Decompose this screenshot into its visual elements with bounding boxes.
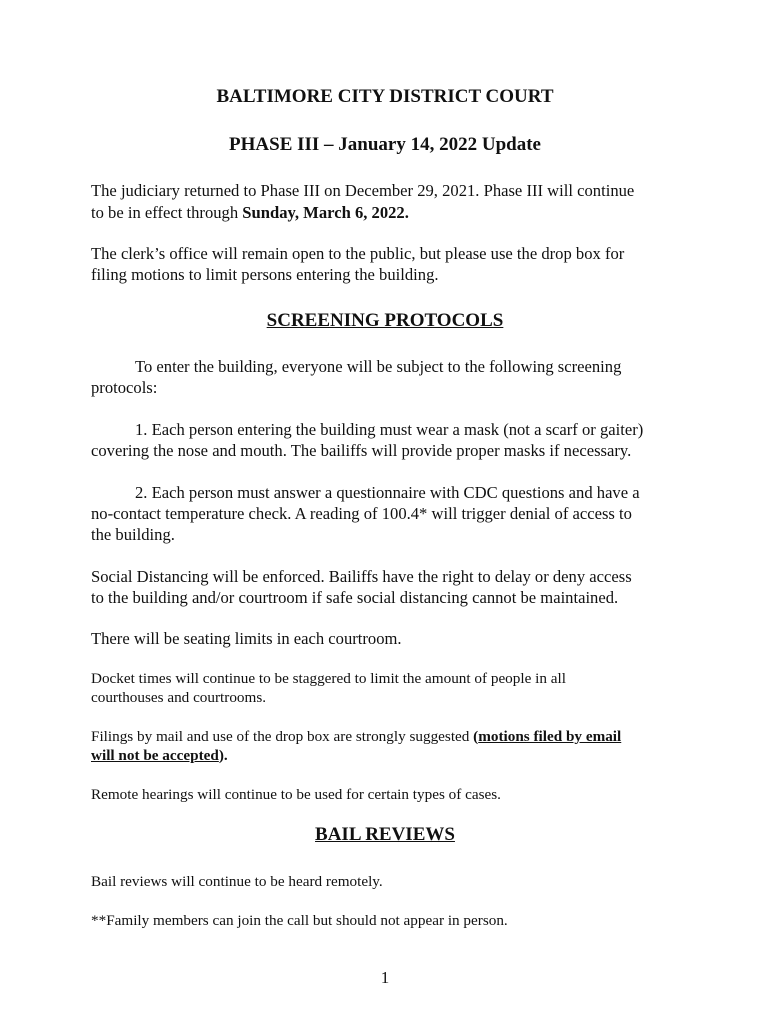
docket-line-2: courthouses and courtrooms. [91,689,267,706]
document-title: BALTIMORE CITY DISTRICT COURT [216,86,554,107]
filings-text: Filings by mail and use of the drop box are strongly suggested [91,728,474,745]
filings-email-warning-part-1: motions filed by email [478,728,622,745]
item-2-line-2: no-contact temperature check. A reading of 100.4* will trigger denial of access to [91,504,632,523]
seating-text: There will be seating limits in each courtroom. [91,629,402,648]
intro-end-date: Sunday, March 6, 2022. [242,203,409,222]
item-1-line-1: 1. Each person entering the building must wear a mask (not a scarf or gaiter) [135,420,644,439]
filings-paren-close: ). [218,747,228,764]
bail-reviews-text: Bail reviews will continue to be heard remotely. [91,873,383,890]
clerk-line-1: The clerk’s office will remain open to the public, but please use the drop box for [91,244,625,263]
filings-line-1 [91,727,621,747]
screening-intro-line-1: To enter the building, everyone will be subject to the following screening [135,357,622,376]
filings-line-2 [91,746,228,766]
item-1-line-2: covering the nose and mouth. The bailiffs will provide proper masks if necessary. [91,441,632,460]
bail-reviews-heading: BAIL REVIEWS [315,824,455,845]
clerk-line-2: filing motions to limit persons entering the building. [91,265,439,284]
document-subtitle: PHASE III – January 14, 2022 Update [229,134,541,155]
screening-heading: SCREENING PROTOCOLS [266,310,504,331]
family-members-note: **Family members can join the call but should not appear in person. [91,912,508,929]
item-2-line-1: 2. Each person must answer a questionnaire with CDC questions and have a [135,483,640,502]
screening-intro-line-2: protocols: [91,378,158,397]
remote-hearings-text: Remote hearings will continue to be used for certain types of cases. [91,786,501,803]
intro-line-1: The judiciary returned to Phase III on December 29, 2021. Phase III will continue [91,181,635,200]
filings-paren-open: ( [473,728,479,745]
intro-line-2-text: to be in effect through [91,203,243,222]
item-2-line-3: the building. [91,525,175,544]
filings-email-warning-part-2: will not be accepted [91,747,219,764]
distancing-line-1: Social Distancing will be enforced. Bailiffs have the right to delay or deny access [91,567,632,586]
page-number: 1 [380,968,390,987]
intro-line-2 [91,202,409,223]
docket-line-1: Docket times will continue to be staggered to limit the amount of people in all [91,670,566,687]
distancing-line-2: to the building and/or courtroom if safe social distancing cannot be maintained. [91,588,619,607]
